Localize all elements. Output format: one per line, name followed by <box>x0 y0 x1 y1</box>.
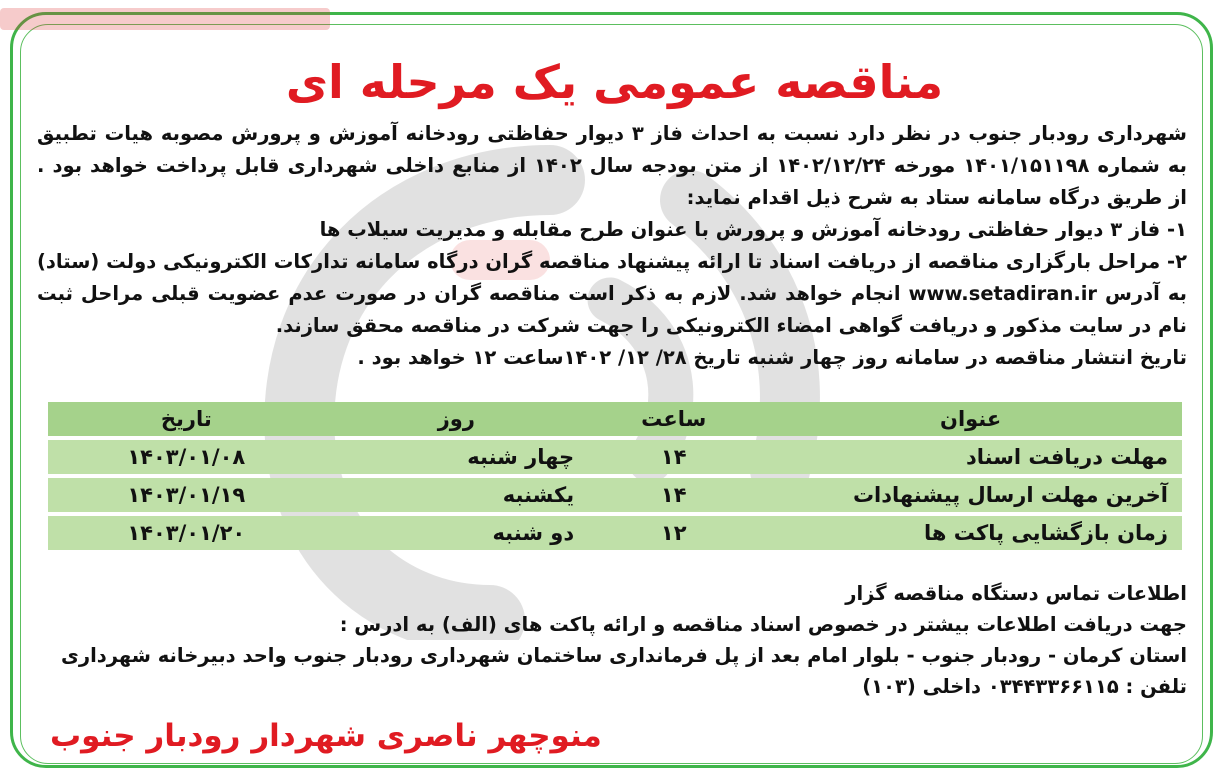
row-title: زمان بازگشایی پاکت ها <box>759 516 1182 550</box>
signature: منوچهر ناصری شهردار رودبار جنوب <box>50 718 602 754</box>
header-day: روز <box>325 402 589 436</box>
top-watermark-logo <box>0 0 330 30</box>
schedule-table <box>48 398 1182 554</box>
header-title: عنوان <box>759 402 1182 436</box>
row-hour: ۱۴ <box>588 440 759 474</box>
row-title: آخرین مهلت ارسال پیشنهادات <box>759 478 1182 512</box>
row-day: چهار شنبه <box>325 440 589 474</box>
intro-paragraph: شهرداری رودبار جنوب در نظر دارد نسبت به احداث فاز ۳ دیوار حفاظتی رودخانه آموزش و پرورش مصوبه هیات تطبیق به شماره ۱۴۰۱/۱۵۱۱۹۸ مورخه ۱۴۰۲/۱۲/۲۴ از متن بودجه سال ۱۴۰۲ از منابع داخلی شهرداری قابل پرداخت خواهد بود . از طریق درگاه سامانه ستاد به شرح ذیل اقدام نماید: <box>37 122 1188 209</box>
notice-body <box>37 118 1187 374</box>
row-hour: ۱۲ <box>588 516 759 550</box>
contact-heading: اطلاعات تماس دستگاه مناقصه گزار <box>845 582 1187 605</box>
table-row <box>48 516 1182 550</box>
item-2: ۲- مراحل بارگزاری مناقصه از دریافت اسناد تا ارائه پیشنهاد مناقصه گران درگاه سامانه تدارکات الکترونیکی دولت (ستاد) به آدرس www.setadiran.ir انجام خواهد شد. لازم به ذکر است مناقصه گران در صورت عدم عضویت قبلی مراحل ثبت نام در سایت مذکور و دریافت گواهی امضاء الکترونیکی را جهت شرکت در مناقصه محقق سازند. <box>37 250 1187 337</box>
page-title: مناقصه عمومی یک مرحله ای <box>285 55 944 109</box>
row-hour: ۱۴ <box>588 478 759 512</box>
row-day: دو شنبه <box>325 516 589 550</box>
contact-line-1: جهت دریافت اطلاعات بیشتر در خصوص اسناد مناقصه و ارائه پاکت های (الف) به ادرس : <box>339 613 1187 636</box>
row-date: ۱۴۰۳/۰۱/۱۹ <box>48 478 325 512</box>
table-row <box>48 440 1182 474</box>
item-1: ۱- فاز ۳ دیوار حفاظتی رودخانه آموزش و پرورش با عنوان طرح مقابله و مدیریت سیلاب ها <box>319 218 1187 241</box>
row-day: یکشنبه <box>325 478 589 512</box>
header-hour: ساعت <box>588 402 759 436</box>
contact-section <box>37 578 1187 702</box>
header-date: تاریخ <box>48 402 325 436</box>
row-title: مهلت دریافت اسناد <box>759 440 1182 474</box>
table-row <box>48 478 1182 512</box>
row-date: ۱۴۰۳/۰۱/۲۰ <box>48 516 325 550</box>
table-header-row <box>48 402 1182 436</box>
publish-date-line: تاریخ انتشار مناقصه در سامانه روز چهار شنبه تاریخ ۲۸/ ۱۲/ ۱۴۰۲ساعت ۱۲ خواهد بود . <box>357 346 1187 369</box>
contact-address: استان کرمان - رودبار جنوب - بلوار امام بعد از پل فرمانداری ساختمان شهرداری رودبار جنوب واحد دبیرخانه شهرداری تلفن : ۰۳۴۴۳۳۶۶۱۱۵ داخلی (۱۰۳) <box>60 644 1187 698</box>
row-date: ۱۴۰۳/۰۱/۰۸ <box>48 440 325 474</box>
